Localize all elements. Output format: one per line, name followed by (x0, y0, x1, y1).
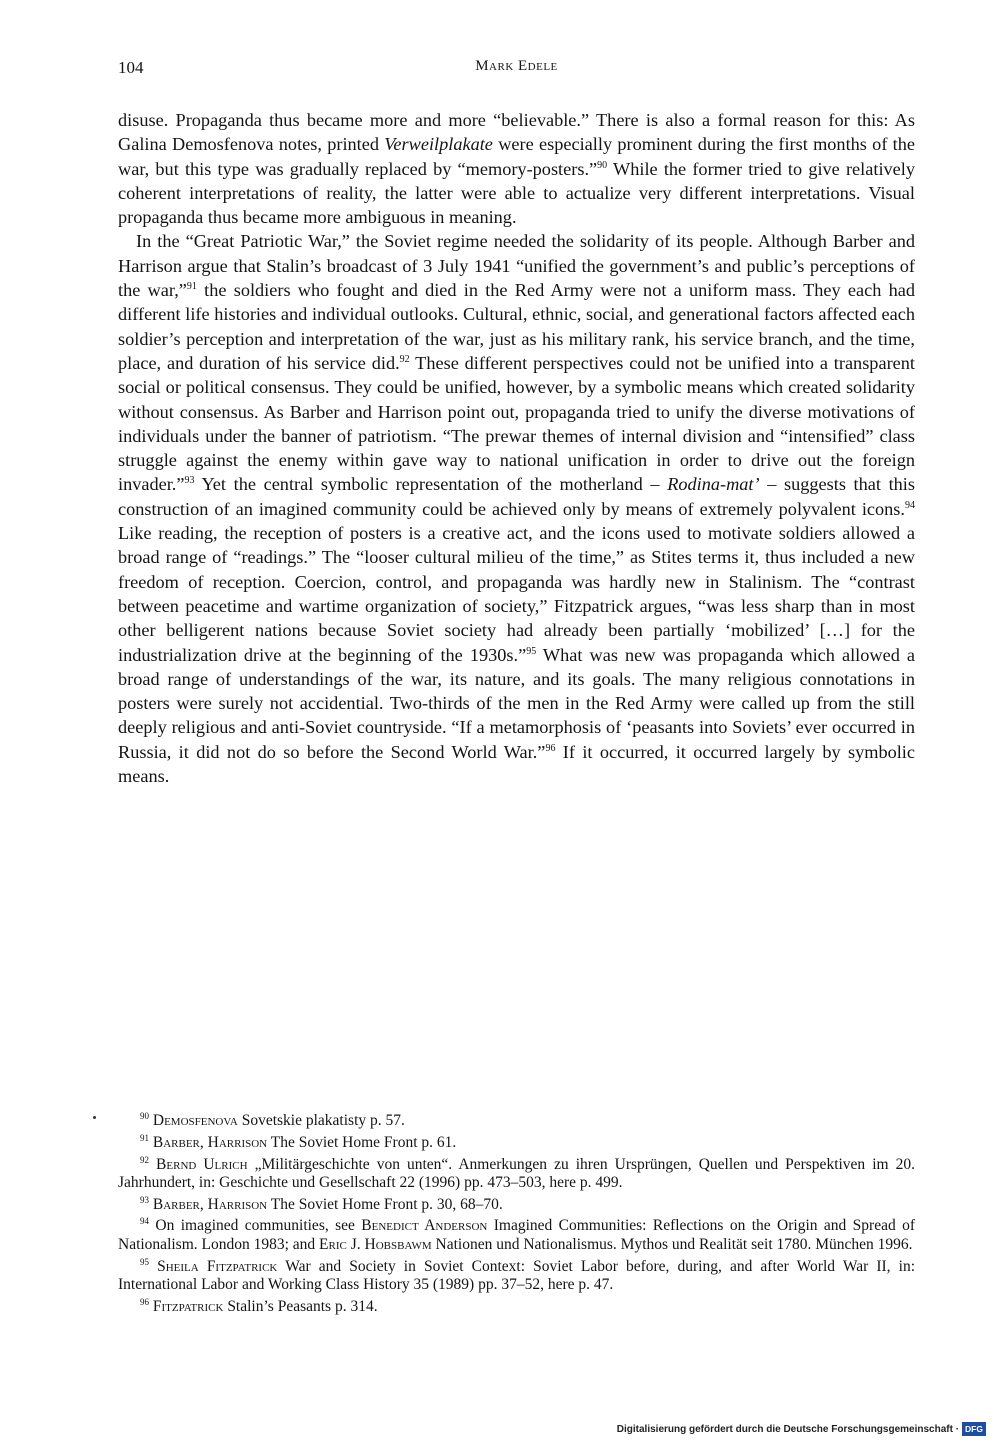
footnote-ref: 91 (186, 281, 197, 293)
footnote: $^{96}$ Fitzpatrick Stalin’s Peasants p. 314. (140, 1296, 378, 1315)
footnote-ref: 92 (399, 353, 410, 365)
page-number: 104 (118, 58, 144, 77)
credit-text: Digitalisierung gefördert durch die Deutsche Forschungsgemeinschaft · (616, 1423, 960, 1435)
footnote: $^{93}$ Barber, Harrison The Soviet Home Front p. 30, 68–70. (140, 1194, 503, 1213)
footnote: $^{94}$ On imagined communities, see Benedict Anderson Imagined Communities: Reflections on the Origin and Spread of Nationalism. London 1983; and Eric J. Hobsbawm Nationen und Nationalismus. Mythos und Realität seit 1780. München 1996. (118, 1216, 915, 1253)
body-text (118, 108, 915, 788)
footnote-ref: 93 (184, 475, 195, 487)
footnote-ref: 90 (597, 159, 608, 171)
footnote: $^{91}$ Barber, Harrison The Soviet Home Front p. 61. (140, 1132, 457, 1151)
footnote: $^{90}$ Demosfenova Sovetskie plakatisty p. 57. (140, 1111, 405, 1129)
footnote: $^{95}$ Sheila Fitzpatrick War and Society in Soviet Context: Soviet Labor before, during, and after World War II, in: International Labor and Working Class History 35 (1989) pp. 37–52, here p. 47. (118, 1256, 916, 1293)
digitization-credit (617, 1422, 986, 1436)
dfg-logo: DFG (962, 1422, 986, 1436)
footnote-ref: 96 (545, 742, 556, 754)
running-head: Mark Edele (475, 58, 558, 74)
page-header (118, 58, 915, 82)
paragraph: disuse. Propaganda thus became more and more “believable.” There is also a formal reason for this: As Galina Demosfenova notes, printed Verweilplakate were especially prominent during the first months of the war, but this type was gradually replaced by “memory-posters.”$^{90}$ While the former tried to give relatively coherent interpretations of reality, the latter were able to actualize very different interpretations. Visual propaganda thus became more ambiguous in meaning. (118, 110, 916, 228)
footnotes (118, 1112, 915, 1319)
footnote-ref: 95 (526, 645, 537, 657)
scan-dot (93, 1116, 96, 1119)
footnote-ref: 94 (905, 499, 915, 511)
paragraph: In the “Great Patriotic War,” the Soviet regime needed the solidarity of its people. Although Barber and Harrison argue that Stalin’s broadcast of 3 July 1941 “unified the government’s and public’s perceptions of the war,”$^{91}$ the soldiers who fought and died in the Red Army were not a uniform mass. They each had different life histories and individual outlooks. Cultural, ethnic, social, and generational factors affected each soldier’s perception and interpretation of the war, just as his military rank, his service branch, and the time, place, and duration of his service did.$^{92}$ These different perspectives could not be unified into a transparent social or political consensus. They could be unified, however, by a symbolic means which created solidarity without consensus. As Barber and Harrison point out, propaganda tried to unify the diverse motivations of individuals under the banner of patriotism. “The prewar themes of internal division and “intensified” class struggle against the enemy within gave way to national unification in order to drive out the foreign invader.”$^{93}$ Yet the central symbolic representation of the motherland – Rodina-mat’ – suggests that this construction of an imagined community could be achieved only by means of extremely polyvalent icons.$^{94}$ Like reading, the reception of posters is a creative act, and the icons used to motivate soldiers allowed a broad range of “readings.” The “looser cultural milieu of the time,” as Stites terms it, thus included a new freedom of reception. Coercion, control, and propaganda was hardly new in Stalinism. The “contrast between peacetime and wartime organization of society,” Fitzpatrick argues, “was less sharp than in most other belligerent nations because Soviet society had already been partially ‘mobilized’ […] for the industrialization drive at the beginning of the 1930s.”$^{95}$ What was new was propaganda which allowed a broad range of understandings of the war, its nature, and its goals. The many religious connotations in posters were surely not accidential. Two-thirds of the men in the Red Army were called up from the still deeply religious and anti-Soviet countryside. “If a metamorphosis of ‘peasants into Soviets’ ever occurred in Russia, it did not do so before the Second World War.”$^{96}$ If it occurred, it occurred largely by symbolic means. (118, 231, 916, 787)
footnote: $^{92}$ Bernd Ulrich „Militärgeschichte von unten“. Anmerkungen zu ihren Ursprüngen, Quellen und Perspektiven im 20. Jahrhundert, in: Geschichte und Gesellschaft 22 (1996) pp. 473–503, here p. 499. (118, 1154, 915, 1191)
